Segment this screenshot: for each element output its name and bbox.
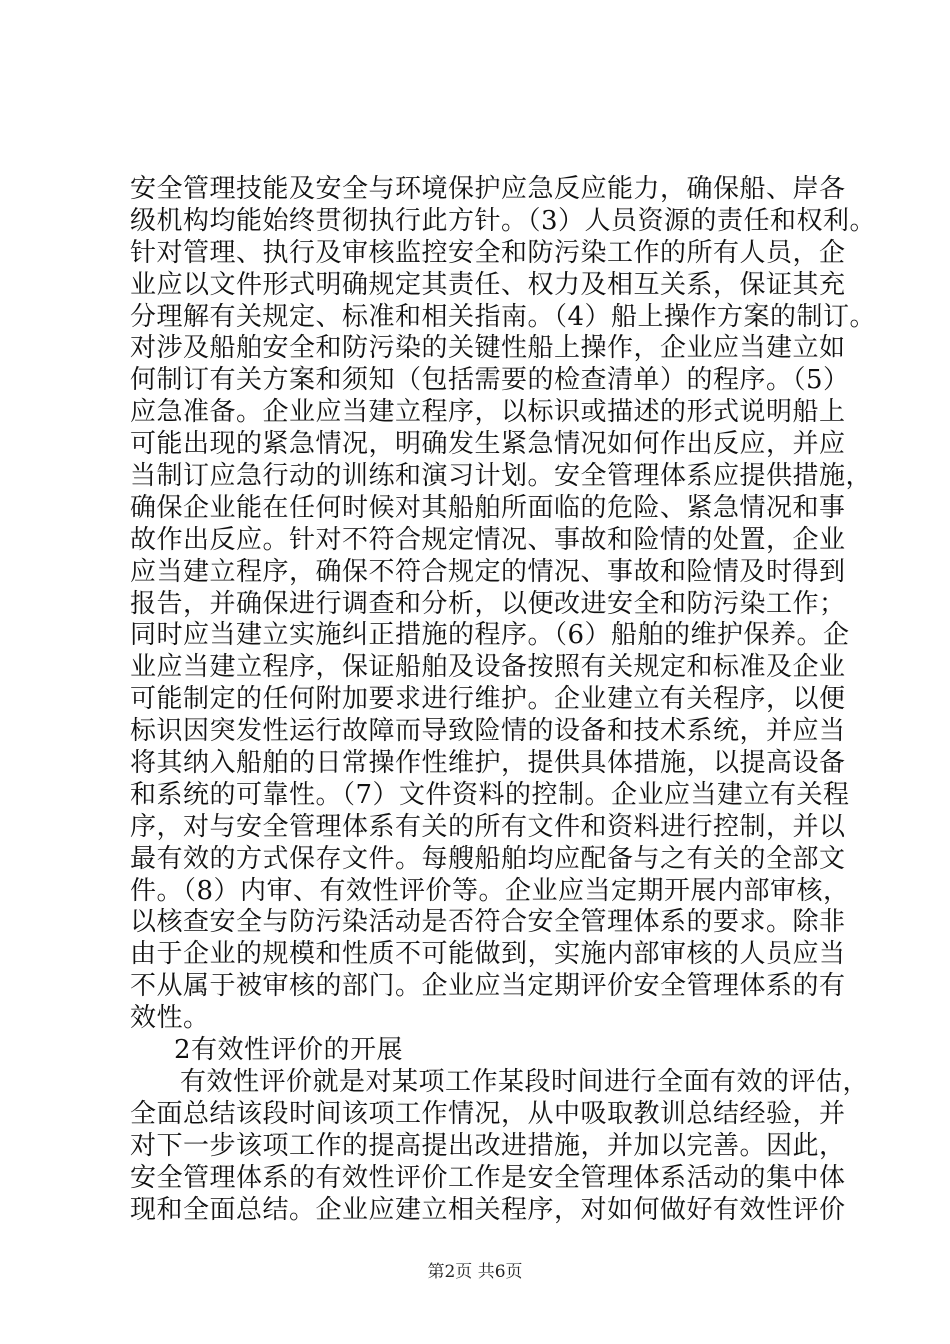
section-heading: 2有效性评价的开展 bbox=[174, 1035, 404, 1066]
text-line: 安全管理体系的有效性评价工作是安全管理体系活动的集中体 bbox=[130, 1162, 846, 1193]
text-line: 业应以文件形式明确规定其责任、权力及相互关系，保证其充 bbox=[130, 269, 846, 300]
text-line: 最有效的方式保存文件。每艘船舶均应配备与之有关的全部文 bbox=[130, 843, 846, 874]
text-line: 应当建立程序，确保不符合规定的情况、事故和险情及时得到 bbox=[130, 556, 846, 587]
text-line: 报告，并确保进行调查和分析，以便改进安全和防污染工作； bbox=[130, 588, 846, 619]
text-line: 级机构均能始终贯彻执行此方针。（3）人员资源的责任和权利。 bbox=[130, 205, 877, 236]
text-line: 不从属于被审核的部门。企业应当定期评价安全管理体系的有 bbox=[130, 971, 846, 1002]
text-line: 对下一步该项工作的提高提出改进措施，并加以完善。因此， bbox=[130, 1130, 846, 1161]
text-line: 业应当建立程序，保证船舶及设备按照有关规定和标准及企业 bbox=[130, 652, 846, 683]
paragraph-2 bbox=[130, 1066, 870, 1226]
text-line: 件。（8）内审、有效性评价等。企业应当定期开展内部审核， bbox=[130, 875, 850, 906]
text-line: 效性。 bbox=[130, 1003, 210, 1034]
text-line: 何制订有关方案和须知（包括需要的检查清单）的程序。（5） bbox=[130, 365, 850, 396]
text-line: 由于企业的规模和性质不可能做到，实施内部审核的人员应当 bbox=[130, 939, 846, 970]
text-line: 将其纳入船舶的日常操作性维护，提供具体措施，以提高设备 bbox=[130, 748, 846, 779]
text-line: 故作出反应。针对不符合规定情况、事故和险情的处置，企业 bbox=[130, 524, 846, 555]
text-line: 确保企业能在任何时候对其船舶所面临的危险、紧急情况和事 bbox=[130, 492, 846, 523]
text-line: 分理解有关规定、标准和相关指南。（4）船上操作方案的制订。 bbox=[130, 301, 877, 332]
text-line: 可能制定的任何附加要求进行维护。企业建立有关程序，以便 bbox=[130, 684, 846, 715]
text-line: 有效性评价就是对某项工作某段时间进行全面有效的评估， bbox=[180, 1066, 870, 1097]
text-line: 安全管理技能及安全与环境保护应急反应能力，确保船、岸各 bbox=[130, 174, 846, 204]
paragraph-1 bbox=[130, 174, 877, 1035]
page-number-label: 第2页 共6页 bbox=[427, 1262, 523, 1282]
text-line: 应急准备。企业应当建立程序，以标识或描述的形式说明船上 bbox=[130, 397, 846, 428]
text-line: 和系统的可靠性。（7）文件资料的控制。企业应当建立有关程 bbox=[130, 779, 850, 810]
text-line: 序，对与安全管理体系有关的所有文件和资料进行控制，并以 bbox=[130, 811, 846, 842]
text-line: 现和全面总结。企业应建立相关程序，对如何做好有效性评价 bbox=[130, 1194, 846, 1225]
document-body bbox=[130, 174, 877, 1226]
text-line: 当制订应急行动的训练和演习计划。安全管理体系应提供措施， bbox=[130, 461, 873, 492]
text-line: 对涉及船舶安全和防污染的关键性船上操作，企业应当建立如 bbox=[130, 333, 846, 364]
text-line: 全面总结该段时间该项工作情况，从中吸取教训总结经验，并 bbox=[130, 1098, 846, 1129]
text-line: 同时应当建立实施纠正措施的程序。（6）船舶的维护保养。企 bbox=[130, 620, 850, 651]
text-line: 以核查安全与防污染活动是否符合安全管理体系的要求。除非 bbox=[130, 907, 846, 938]
text-line: 可能出现的紧急情况，明确发生紧急情况如何作出反应，并应 bbox=[130, 429, 846, 460]
text-line: 针对管理、执行及审核监控安全和防污染工作的所有人员，企 bbox=[130, 237, 846, 268]
text-line: 标识因突发性运行故障而导致险情的设备和技术系统，并应当 bbox=[130, 716, 846, 747]
page-footer bbox=[0, 1262, 950, 1282]
